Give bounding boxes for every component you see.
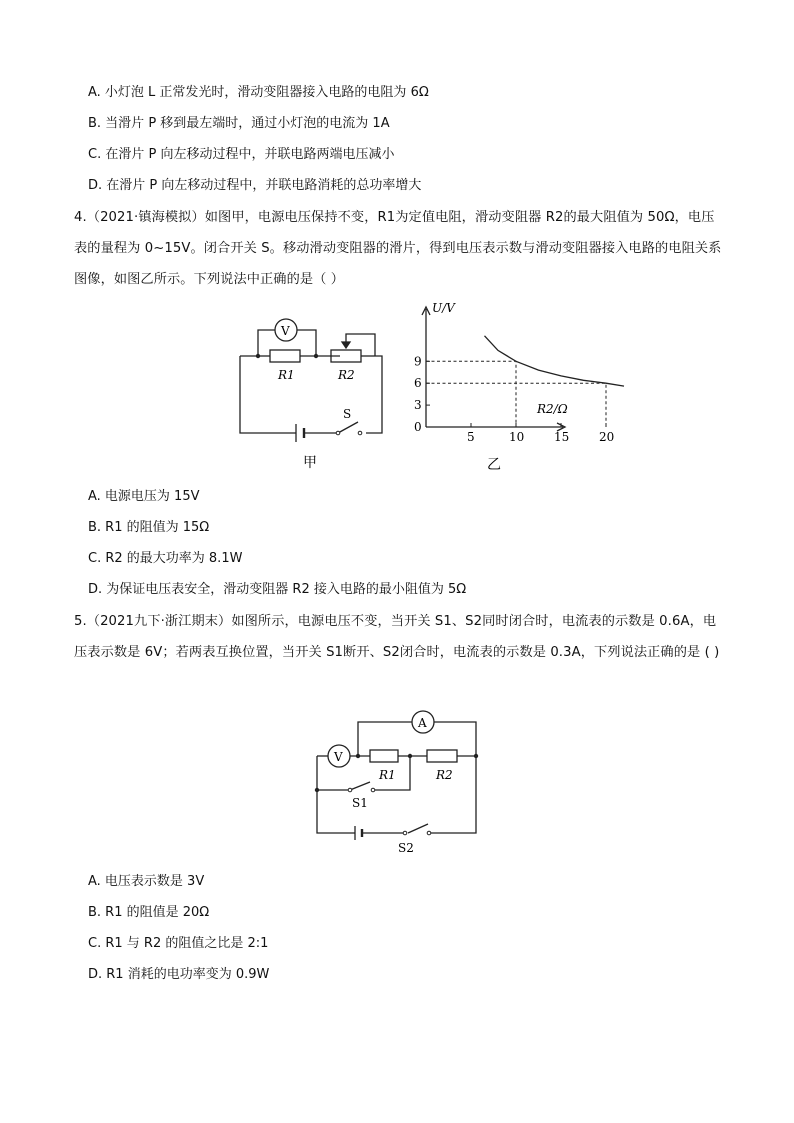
dashed-guide xyxy=(426,361,516,427)
y-tick-label: 3 xyxy=(414,398,422,413)
q5-voltmeter-label: V xyxy=(334,750,343,764)
q5-ammeter-label: A xyxy=(418,716,427,730)
x-tick-label: 10 xyxy=(509,430,525,444)
q5-s2-label: S2 xyxy=(398,841,414,855)
q5-option-d: D. R1 消耗的电功率变为 0.9W xyxy=(88,967,270,982)
q3-option-a: A. 小灯泡 L 正常发光时，滑动变阻器接入电路的电阻为 6Ω xyxy=(88,85,429,100)
q4-voltmeter-label: V xyxy=(281,324,290,338)
q4-option-c: C. R2 的最大功率为 8.1W xyxy=(88,551,243,566)
q5-circuit-figure xyxy=(300,708,490,858)
y-tick-label: 6 xyxy=(414,376,422,391)
q4-stem: 4.（2021·镇海模拟）如图甲，电源电压保持不变，R1为定值电阻，滑动变阻器 R2的最大阻值为 50Ω，电压表的量程为 0~15V。闭合开关 S。移动滑动变阻器的滑片，得到电压表示数与滑动变阻器接入电路的电阻关系图像，如图乙所示。下列说法中正确的是（ ） xyxy=(74,210,722,287)
x-tick-label: 5 xyxy=(467,430,475,444)
q4-option-b: B. R1 的阻值为 15Ω xyxy=(88,520,210,535)
q3-option-d: D. 在滑片 P 向左移动过程中，并联电路消耗的总功率增大 xyxy=(88,178,422,193)
q4-graph-figure xyxy=(405,295,615,475)
q4-option-a: A. 电源电压为 15V xyxy=(88,489,200,504)
graph-origin-label: 0 xyxy=(414,420,422,434)
q5-option-a: A. 电压表示数是 3V xyxy=(88,874,205,889)
q3-option-c: C. 在滑片 P 向左移动过程中，并联电路两端电压减小 xyxy=(88,147,395,162)
q4-r2-label: R2 xyxy=(338,368,355,382)
q5-option-c: C. R1 与 R2 的阻值之比是 2:1 xyxy=(88,936,269,951)
q5-stem: 5.（2021九下·浙江期末）如图所示，电源电压不变，当开关 S1、S2同时闭合时，电流表的示数是 0.6A，电压表示数是 6V；若两表互换位置，当开关 S1断开、S2闭合时，电流表的示数是 0.3A，下列说法正确的是 ( ) xyxy=(74,614,720,660)
q4-switch-label: S xyxy=(343,407,352,421)
q5-s1-label: S1 xyxy=(352,796,368,810)
q5-option-b: B. R1 的阻值是 20Ω xyxy=(88,905,210,920)
q4-figure-right-caption: 乙 xyxy=(487,457,501,473)
q4-option-d: D. 为保证电压表安全，滑动变阻器 R2 接入电路的最小阻值为 5Ω xyxy=(88,582,467,597)
q4-r1-label: R1 xyxy=(278,368,295,382)
graph-xlabel: R2/Ω xyxy=(537,402,568,416)
q3-option-b: B. 当滑片 P 移到最左端时，通过小灯泡的电流为 1A xyxy=(88,116,390,131)
q5-r1-label: R1 xyxy=(379,768,396,782)
graph-ylabel: U/V xyxy=(432,301,455,315)
q4-circuit-figure xyxy=(230,312,390,472)
x-tick-label: 15 xyxy=(554,430,570,444)
q5-r2-label: R2 xyxy=(436,768,453,782)
q4-figure-left-caption: 甲 xyxy=(303,455,317,471)
y-tick-label: 9 xyxy=(414,354,422,369)
x-tick-label: 20 xyxy=(599,430,615,444)
